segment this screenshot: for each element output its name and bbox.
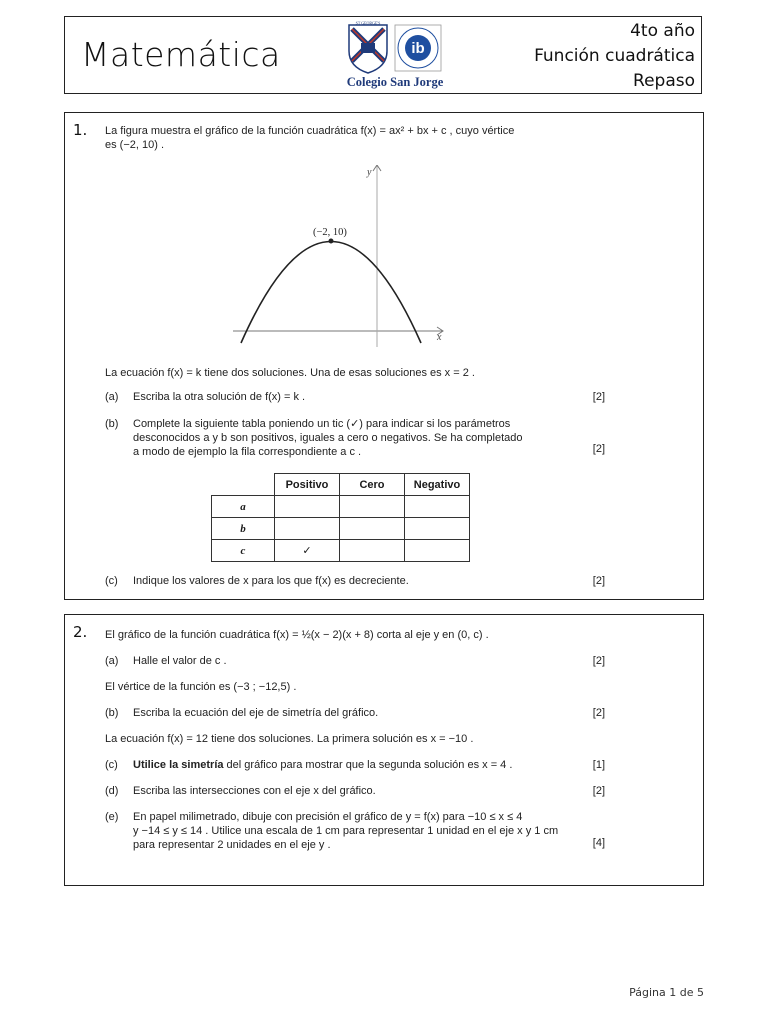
vertex-point [329,239,334,244]
part-b-line1: Complete la siguiente tabla poniendo un tic (✓) para indicar si los parámetros [133,418,511,430]
ib-logo-icon [395,25,441,71]
table-cell [405,496,470,518]
header-info [534,19,695,94]
q1-equation-text: La ecuación f(x) = k tiene dos soluciones. Una de esas soluciones es x = 2 . [105,367,475,379]
part-marks: [2] [592,785,605,797]
part-b-line3: a modo de ejemplo la fila correspondiente a c . [133,446,362,458]
table-corner [212,474,275,496]
q2-intro: El gráfico de la función cuadrática f(x) = ½(x − 2)(x + 8) corta al eje y en (0, c) . [105,629,489,641]
table-header: Negativo [405,474,470,496]
question-1 [64,112,704,600]
part-label: (d) [105,785,119,797]
table-header: Cero [340,474,405,496]
q1-intro-line2: es (−2, 10) . [105,139,165,151]
part-marks: [2] [592,391,605,403]
parabola-graph [233,165,449,347]
row-label: b [212,518,275,540]
page-number: Página 1 de 5 [629,986,704,999]
q2-part-e-line2: y −14 ≤ y ≤ 14 . Utilice una escala de 1 cm para representar 1 unidad en el eje x y 1 cm [133,825,559,837]
part-label: (b) [105,418,119,430]
school-crest-icon [349,21,387,73]
q2-part-e-line3: para representar 2 unidades en el eje y . [133,839,331,851]
q2-equation-text: La ecuación f(x) = 12 tiene dos soluciones. La primera solución es x = −10 . [105,733,474,745]
table-cell [275,496,340,518]
year-label: 4to año [630,21,695,41]
page-header [64,16,702,94]
q2-part-b-text: Escriba la ecuación del eje de simetría del gráfico. [133,707,379,719]
part-label: (c) [105,575,118,587]
part-label: (a) [105,655,119,667]
kind-label: Repaso [633,71,695,91]
bold-emphasis: Utilice la simetría [133,759,224,771]
svg-text:ib: ib [411,40,425,57]
table-cell [340,518,405,540]
school-name: Colegio San Jorge [346,75,444,89]
part-c-text: Indique los valores de x para los que f(x) es decreciente. [133,575,409,587]
table-cell [405,518,470,540]
part-a-text: Escriba la otra solución de f(x) = k . [133,391,306,403]
svg-text:ST GEORGE'S: ST GEORGE'S [355,21,381,26]
table-row [212,518,470,540]
q1-intro-line1: La figura muestra el gráfico de la función cuadrática f(x) = ax² + bx + c , cuyo vértice [105,125,515,137]
part-label: (e) [105,811,119,823]
table-cell: ✓ [275,540,340,562]
q2-vertex-text: El vértice de la función es (−3 ; −12,5) . [105,681,297,693]
part-b-line2: desconocidos a y b son positivos, iguales a cero o negativos. Se ha completado [133,432,523,444]
vertex-label: (−2, 10) [313,227,347,238]
part-marks: [2] [592,707,605,719]
question-number: 1. [73,121,88,139]
table-cell [405,540,470,562]
table-row [212,540,470,562]
q2-part-c-text [133,759,512,772]
parabola-curve [241,242,421,344]
part-c-rest: del gráfico para mostrar que la segunda solución es x = 4 . [223,759,513,771]
question-2 [64,614,704,886]
table-cell [275,518,340,540]
row-label: c [212,540,275,562]
table-cell [340,540,405,562]
table-header: Positivo [275,474,340,496]
table-cell [340,496,405,518]
part-marks: [2] [592,575,605,587]
part-label: (a) [105,391,119,403]
q2-part-d-text: Escriba las intersecciones con el eje x del gráfico. [133,785,376,797]
x-axis-label: x [437,332,442,343]
part-marks: [4] [592,837,605,849]
part-marks: [1] [592,759,605,771]
sign-table [211,473,470,562]
topic-label: Función cuadrática [534,46,695,66]
q2-part-a-text: Halle el valor de c . [133,655,227,667]
part-marks: [2] [592,443,605,455]
q2-part-e-line1: En papel milimetrado, dibuje con precisión el gráfico de y = f(x) para −10 ≤ x ≤ 4 [133,811,523,823]
table-row [212,496,470,518]
question-number: 2. [73,623,88,641]
y-axis-label: y [367,167,372,178]
part-label: (b) [105,707,119,719]
subject-title: Matemática [81,35,281,74]
part-label: (c) [105,759,118,771]
row-label: a [212,496,275,518]
part-marks: [2] [592,655,605,667]
